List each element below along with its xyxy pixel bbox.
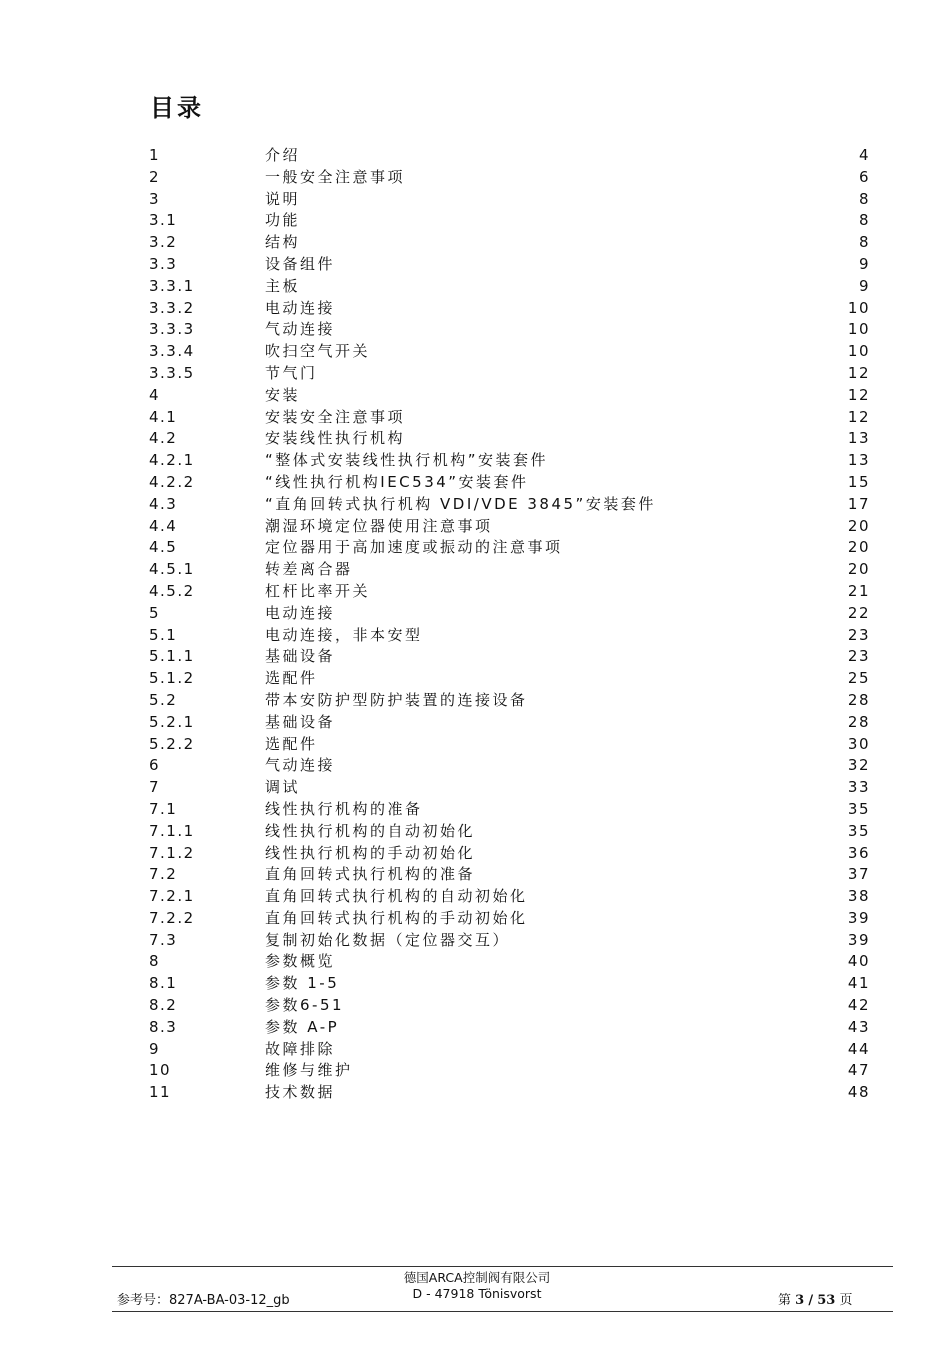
toc-section-number: 7.1.2	[149, 843, 195, 862]
toc-section-title: 参数 A-P	[265, 1017, 340, 1036]
toc-section-title: 主板	[265, 276, 301, 295]
toc-entry[interactable]	[149, 625, 870, 647]
toc-section-title: 气动连接	[265, 320, 336, 339]
toc-page-number: 13	[847, 451, 870, 470]
toc-section-number: 3	[149, 189, 161, 208]
toc-section-title: 安装	[265, 385, 301, 404]
toc-section-number: 7.1	[149, 799, 178, 818]
toc-section-number: 11	[149, 1083, 172, 1102]
footer-company: 德国ARCA控制阀有限公司	[403, 1270, 551, 1285]
toc-section-title: 基础设备	[265, 647, 336, 666]
toc-section-number: 3.1	[149, 211, 178, 230]
toc-section-number: 3.3.3	[149, 320, 195, 339]
toc-section-number: 7.2	[149, 865, 178, 884]
toc-entry[interactable]	[149, 1060, 870, 1082]
footer-address: D - 47918 Tönisvorst	[412, 1286, 542, 1301]
toc-section-title: 吹扫空气开关	[265, 342, 371, 361]
toc-section-number: 4.2.2	[149, 472, 195, 491]
toc-page-number: 44	[847, 1039, 870, 1058]
toc-entry[interactable]	[149, 1039, 870, 1061]
toc-page-number: 10	[847, 298, 870, 317]
toc-section-title: 选配件	[265, 734, 318, 753]
toc-section-title: 电动连接	[265, 298, 336, 317]
page-separator: /	[808, 1293, 814, 1308]
toc-section-number: 5.1.2	[149, 669, 195, 688]
toc-section-number: 5.2.1	[149, 712, 195, 731]
toc-section-number: 4.4	[149, 516, 178, 535]
toc-entry[interactable]	[149, 537, 870, 559]
toc-section-title: 选配件	[265, 669, 318, 688]
toc-section-title: 带本安防护型防护装置的连接设备	[265, 690, 528, 709]
toc-section-title: 介绍	[265, 146, 301, 164]
toc-page-number: 22	[847, 603, 870, 622]
footer-company-block	[372, 1270, 582, 1302]
toc-section-number: 7.2.2	[149, 908, 195, 927]
toc-entry[interactable]	[149, 799, 870, 821]
toc-page-number: 39	[847, 930, 870, 949]
toc-page-number: 40	[847, 952, 870, 971]
toc-entry[interactable]	[149, 973, 870, 995]
toc-page-number: 28	[847, 712, 870, 731]
toc-page-number: 41	[847, 974, 870, 993]
toc-entry[interactable]	[149, 603, 870, 625]
toc-entry[interactable]	[149, 450, 870, 472]
toc-page-number: 32	[847, 756, 870, 775]
toc-section-title: 一般安全注意事项	[265, 167, 406, 186]
toc-section-number: 4.2	[149, 429, 178, 448]
toc-section-number: 5.2.2	[149, 734, 195, 753]
toc-section-title: 直角回转式执行机构的自动初始化	[265, 887, 528, 906]
toc-section-title: 安装安全注意事项	[265, 407, 406, 426]
toc-page-number: 12	[847, 385, 870, 404]
toc-entry[interactable]	[149, 843, 870, 865]
toc-page-number: 12	[847, 407, 870, 426]
toc-page-number: 33	[847, 778, 870, 797]
toc-page-number: 43	[847, 1017, 870, 1036]
toc-section-title: 节气门	[265, 363, 318, 382]
table-of-contents	[149, 145, 870, 1104]
toc-section-number: 3.3.5	[149, 363, 195, 382]
footer-page-number	[778, 1289, 852, 1308]
page-total: 53	[817, 1293, 836, 1308]
toc-entry[interactable]	[149, 472, 870, 494]
toc-section-title: 基础设备	[265, 712, 336, 731]
toc-page-number: 20	[847, 516, 870, 535]
toc-page-number: 8	[858, 211, 870, 230]
toc-section-number: 9	[149, 1039, 161, 1058]
toc-section-title: “整体式安装线性执行机构”安装套件	[265, 451, 549, 470]
toc-section-title: 故障排除	[265, 1039, 336, 1058]
toc-page-number: 8	[858, 233, 870, 252]
toc-section-title: 直角回转式执行机构的准备	[265, 865, 476, 884]
toc-entry[interactable]	[149, 145, 870, 167]
toc-section-number: 7.1.1	[149, 821, 195, 840]
toc-section-title: 维修与维护	[265, 1061, 353, 1080]
toc-page-number: 12	[847, 363, 870, 382]
toc-section-number: 5.1	[149, 625, 178, 644]
toc-entry[interactable]	[149, 167, 870, 189]
toc-entry[interactable]	[149, 428, 870, 450]
toc-section-title: 参数6-51	[265, 996, 345, 1015]
toc-section-number: 2	[149, 167, 161, 186]
toc-page-number: 37	[847, 865, 870, 884]
toc-page-number: 28	[847, 690, 870, 709]
toc-page-number: 23	[847, 647, 870, 666]
toc-section-number: 5.2	[149, 690, 178, 709]
toc-entry[interactable]	[149, 494, 870, 516]
toc-entry[interactable]	[149, 1017, 870, 1039]
toc-entry[interactable]	[149, 516, 870, 538]
toc-entry[interactable]	[149, 930, 870, 952]
toc-page-number: 8	[858, 189, 870, 208]
toc-page-number: 13	[847, 429, 870, 448]
toc-section-title: 转差离合器	[265, 560, 353, 579]
toc-page-number: 15	[847, 472, 870, 491]
toc-page-number: 48	[847, 1083, 870, 1102]
toc-section-title: 参数概览	[265, 952, 336, 971]
page-prefix: 第	[778, 1293, 792, 1308]
toc-section-title: 潮湿环境定位器使用注意事项	[265, 516, 493, 535]
toc-entry[interactable]	[149, 254, 870, 276]
toc-entry[interactable]	[149, 690, 870, 712]
toc-page-number: 23	[847, 625, 870, 644]
toc-section-number: 4.5	[149, 538, 178, 557]
toc-section-number: 4.3	[149, 494, 178, 513]
footer-reference: 参考号：827A-BA-03-12_gb	[117, 1293, 290, 1308]
toc-entry[interactable]	[149, 385, 870, 407]
toc-section-number: 3.3.2	[149, 298, 195, 317]
toc-section-title: 说明	[265, 189, 301, 208]
toc-entry[interactable]	[149, 319, 870, 341]
toc-entry[interactable]	[149, 210, 870, 232]
toc-entry[interactable]	[149, 951, 870, 973]
toc-page-number: 38	[847, 887, 870, 906]
toc-page-number: 6	[858, 167, 870, 186]
toc-section-number: 4.5.2	[149, 581, 195, 600]
toc-section-title: 设备组件	[265, 254, 336, 273]
toc-section-title: 电动连接	[265, 603, 336, 622]
toc-page-number: 10	[847, 342, 870, 361]
toc-page-number: 47	[847, 1061, 870, 1080]
toc-section-number: 4.5.1	[149, 560, 195, 579]
toc-section-number: 8.1	[149, 974, 178, 993]
toc-entry[interactable]	[149, 734, 870, 756]
toc-section-number: 5	[149, 603, 161, 622]
toc-page-number: 10	[847, 320, 870, 339]
toc-entry[interactable]	[149, 341, 870, 363]
toc-section-number: 5.1.1	[149, 647, 195, 666]
toc-section-number: 1	[149, 146, 161, 164]
toc-section-number: 3.3.1	[149, 276, 195, 295]
toc-entry[interactable]	[149, 189, 870, 211]
toc-page-number: 35	[847, 821, 870, 840]
toc-entry[interactable]	[149, 407, 870, 429]
toc-section-number: 10	[149, 1061, 172, 1080]
toc-page-number: 4	[858, 146, 870, 164]
toc-section-number: 3.3	[149, 254, 178, 273]
toc-section-number: 7.2.1	[149, 887, 195, 906]
toc-section-title: 安装线性执行机构	[265, 429, 406, 448]
toc-section-title: 参数 1-5	[265, 974, 340, 993]
toc-entry[interactable]	[149, 581, 870, 603]
toc-section-title: 杠杆比率开关	[265, 581, 371, 600]
toc-section-number: 4.2.1	[149, 451, 195, 470]
toc-section-title: 复制初始化数据（定位器交互）	[265, 930, 511, 949]
toc-entry[interactable]	[149, 712, 870, 734]
toc-page-number: 36	[847, 843, 870, 862]
page-current: 3	[795, 1293, 805, 1308]
toc-entry[interactable]	[149, 1082, 870, 1104]
toc-entry[interactable]	[149, 559, 870, 581]
toc-section-title: 结构	[265, 233, 301, 252]
toc-entry[interactable]	[149, 886, 870, 908]
page-title: 目录	[150, 94, 204, 122]
toc-page-number: 21	[847, 581, 870, 600]
toc-section-number: 3.2	[149, 233, 178, 252]
toc-entry[interactable]	[149, 908, 870, 930]
toc-entry[interactable]	[149, 646, 870, 668]
toc-entry[interactable]	[149, 363, 870, 385]
toc-entry[interactable]	[149, 777, 870, 799]
footer-bottom-divider	[112, 1311, 893, 1312]
toc-section-number: 3.3.4	[149, 342, 195, 361]
toc-section-title: 功能	[265, 211, 301, 230]
toc-section-title: 电动连接，非本安型	[265, 625, 423, 644]
toc-entry[interactable]	[149, 864, 870, 886]
page-suffix: 页	[839, 1293, 853, 1308]
toc-page-number: 25	[847, 669, 870, 688]
toc-section-number: 7.3	[149, 930, 178, 949]
toc-page-number: 17	[847, 494, 870, 513]
toc-section-number: 8	[149, 952, 161, 971]
toc-section-title: 气动连接	[265, 756, 336, 775]
toc-section-title: “直角回转式执行机构 VDI/VDE 3845”安装套件	[265, 494, 656, 513]
toc-section-title: 线性执行机构的准备	[265, 799, 423, 818]
toc-page-number: 9	[858, 254, 870, 273]
toc-section-number: 6	[149, 756, 161, 775]
toc-section-title: 线性执行机构的手动初始化	[265, 843, 476, 862]
toc-page-number: 20	[847, 560, 870, 579]
footer-top-divider	[112, 1266, 893, 1267]
toc-section-title: 直角回转式执行机构的手动初始化	[265, 908, 528, 927]
toc-section-number: 4.1	[149, 407, 178, 426]
toc-section-title: 技术数据	[265, 1083, 336, 1102]
toc-entry[interactable]	[149, 298, 870, 320]
toc-entry[interactable]	[149, 276, 870, 298]
toc-page-number: 39	[847, 908, 870, 927]
toc-page-number: 30	[847, 734, 870, 753]
toc-section-title: 调试	[265, 778, 301, 797]
toc-section-title: 定位器用于高加速度或振动的注意事项	[265, 538, 563, 557]
toc-entry[interactable]	[149, 995, 870, 1017]
toc-page-number: 35	[847, 799, 870, 818]
toc-entry[interactable]	[149, 668, 870, 690]
toc-section-title: 线性执行机构的自动初始化	[265, 821, 476, 840]
toc-section-number: 7	[149, 778, 161, 797]
toc-page-number: 42	[847, 996, 870, 1015]
toc-entry[interactable]	[149, 821, 870, 843]
toc-section-number: 4	[149, 385, 161, 404]
toc-section-number: 8.3	[149, 1017, 178, 1036]
toc-section-number: 8.2	[149, 996, 178, 1015]
toc-page-number: 9	[858, 276, 870, 295]
toc-page-number: 20	[847, 538, 870, 557]
toc-section-title: “线性执行机构IEC534”安装套件	[265, 472, 529, 491]
toc-entry[interactable]	[149, 755, 870, 777]
toc-entry[interactable]	[149, 232, 870, 254]
